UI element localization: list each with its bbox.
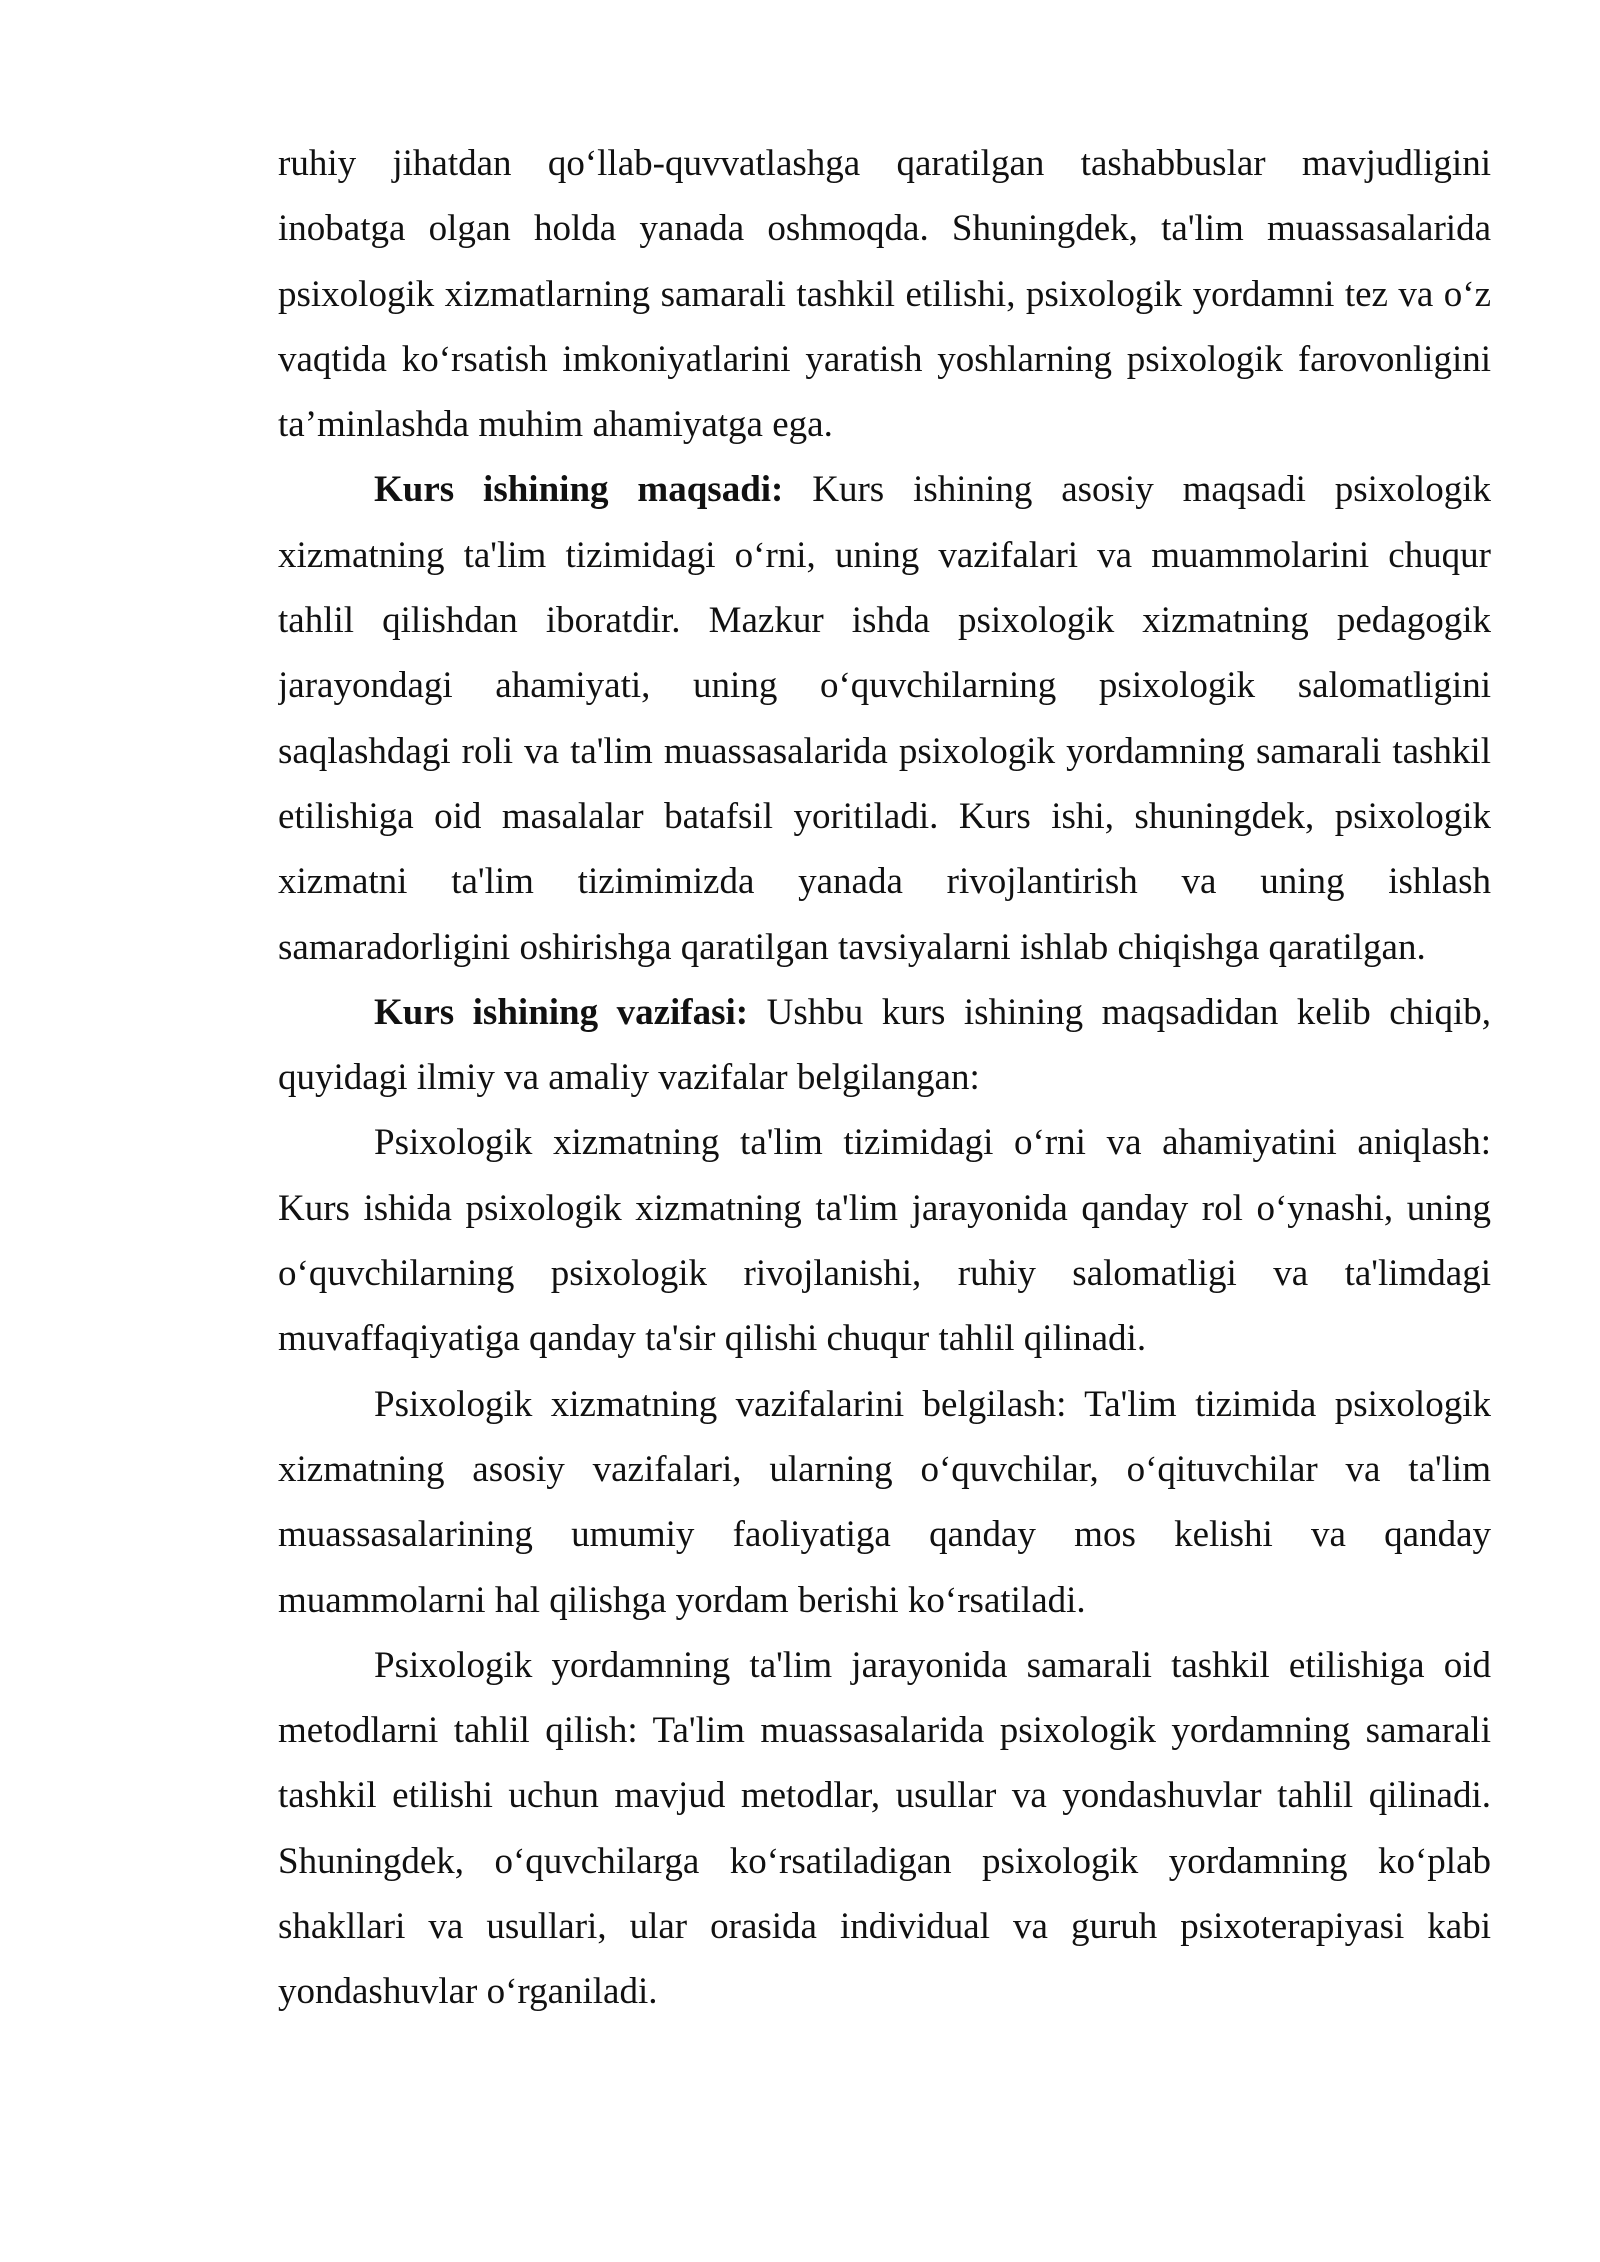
paragraph bbox=[278, 131, 1491, 457]
line-text: Kurs ishining asosiy maqsadi psixologik bbox=[812, 469, 1491, 511]
text-line bbox=[278, 980, 1491, 1045]
text-line: tashkil etilishi uchun mavjud metodlar, usullar va yondashuvlar tahlil qilinadi. bbox=[278, 1775, 1491, 1817]
text-line: psixologik xizmatlarning samarali tashkil etilishi, psixologik yordamni tez va o‘z bbox=[278, 273, 1491, 315]
line-text: Ushbu kurs ishining maqsadidan kelib chiqib, bbox=[766, 991, 1491, 1033]
text-line: xizmatni ta'lim tizimimizda yanada rivojlantirish va uning ishlash bbox=[278, 861, 1491, 903]
text-line: tahlil qilishdan iboratdir. Mazkur ishda psixologik xizmatning pedagogik bbox=[278, 600, 1491, 642]
text-line: etilishiga oid masalalar batafsil yoritiladi. Kurs ishi, shuningdek, psixologik bbox=[278, 795, 1491, 837]
text-line: yondashuvlar o‘rganiladi. bbox=[278, 1971, 658, 2013]
bold-lead: Kurs ishining maqsadi: bbox=[374, 469, 784, 511]
text-line: saqlashdagi roli va ta'lim muassasalarida psixologik yordamning samarali tashkil bbox=[278, 730, 1491, 772]
paragraph bbox=[278, 1110, 1491, 1371]
text-line: quyidagi ilmiy va amaliy vazifalar belgilangan: bbox=[278, 1057, 980, 1099]
text-line: muammolarni hal qilishga yordam berishi ko‘rsatiladi. bbox=[278, 1579, 1086, 1621]
text-line: muassasalarining umumiy faoliyatiga qanday mos kelishi va qanday bbox=[278, 1514, 1491, 1556]
text-line: Shuningdek, o‘quvchilarga ko‘rsatiladigan psixologik yordamning ko‘plab bbox=[278, 1840, 1491, 1882]
text-line: ruhiy jihatdan qo‘llab-quvvatlashga qaratilgan tashabbuslar mavjudligini bbox=[278, 143, 1491, 184]
text-line: metodlarni tahlil qilish: Ta'lim muassasalarida psixologik yordamning samarali bbox=[278, 1710, 1491, 1752]
text-line: Kurs ishida psixologik xizmatning ta'lim jarayonida qanday rol o‘ynashi, uning bbox=[278, 1187, 1491, 1229]
text-line: samaradorligini oshirishga qaratilgan tavsiyalarni ishlab chiqishga qaratilgan. bbox=[278, 926, 1426, 968]
paragraph bbox=[278, 1372, 1491, 1633]
text-line: xizmatning asosiy vazifalari, ularning o‘quvchilar, o‘qituvchilar va ta'lim bbox=[278, 1448, 1491, 1490]
paragraph-tasks bbox=[278, 980, 1491, 1111]
paragraph bbox=[278, 1633, 1491, 2025]
text-line: jarayondagi ahamiyati, uning o‘quvchilarning psixologik salomatligini bbox=[278, 665, 1491, 707]
document-body bbox=[278, 131, 1491, 2025]
text-line: Psixologik xizmatning vazifalarini belgilash: Ta'lim tizimida psixologik bbox=[374, 1383, 1491, 1425]
bold-lead: Kurs ishining vazifasi: bbox=[374, 991, 749, 1033]
paragraph-goal bbox=[278, 457, 1491, 979]
text-line: ta’minlashda muhim ahamiyatga ega. bbox=[278, 404, 833, 446]
text-line: muvaffaqiyatiga qanday ta'sir qilishi chuqur tahlil qilinadi. bbox=[278, 1318, 1147, 1360]
text-line: Psixologik yordamning ta'lim jarayonida samarali tashkil etilishiga oid bbox=[374, 1644, 1491, 1686]
text-line: Psixologik xizmatning ta'lim tizimidagi o‘rni va ahamiyatini aniqlash: bbox=[374, 1122, 1491, 1164]
text-line: shakllari va usullari, ular orasida individual va guruh psixoterapiyasi kabi bbox=[278, 1906, 1491, 1948]
text-line: vaqtida ko‘rsatish imkoniyatlarini yaratish yoshlarning psixologik farovonligini bbox=[278, 338, 1491, 380]
text-line: xizmatning ta'lim tizimidagi o‘rni, uning vazifalari va muammolarini chuqur bbox=[278, 534, 1491, 576]
text-line: inobatga olgan holda yanada oshmoqda. Shuningdek, ta'lim muassasalarida bbox=[278, 208, 1491, 250]
text-line bbox=[278, 457, 1491, 522]
text-line: o‘quvchilarning psixologik rivojlanishi, ruhiy salomatligi va ta'limdagi bbox=[278, 1253, 1491, 1295]
